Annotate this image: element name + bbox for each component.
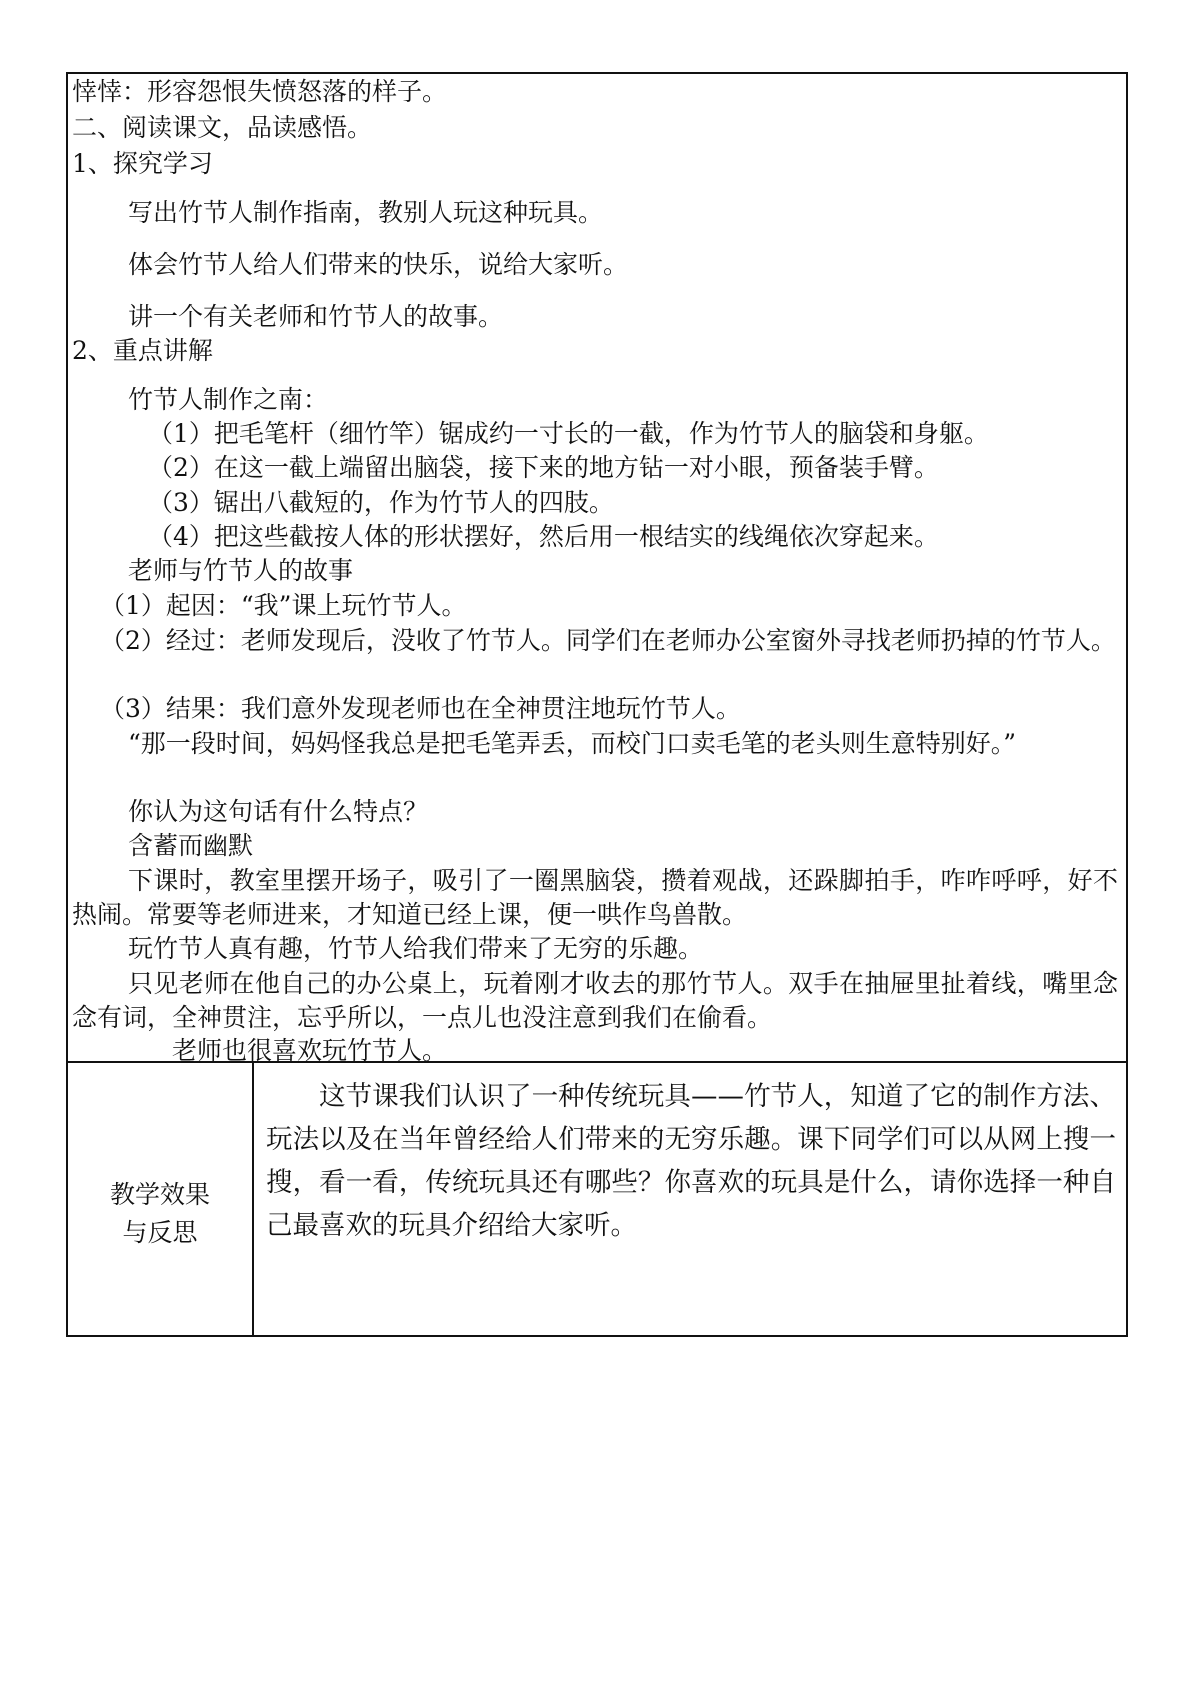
text-line: 含蓄而幽默 (128, 831, 254, 860)
reflection-row (66, 1061, 1128, 1337)
list-item: （1）起因：“我”课上玩竹节人。 (100, 591, 467, 620)
text-line: 写出竹节人制作指南，教别人玩这种玩具。 (128, 198, 604, 227)
quote-paragraph: “那一段时间，妈妈怪我总是把毛笔弄丢，而校门口卖毛笔的老头则生意特别好。” (128, 729, 1017, 758)
text-line: 老师也很喜欢玩竹节人。 (172, 1036, 448, 1065)
text-line: 你认为这句话有什么特点？ (128, 797, 429, 826)
reflection-text: 这节课我们认识了一种传统玩具——竹节人，知道了它的制作方法、玩法以及在当年曾经给人们带来的无穷乐趣。课下同学们可以从网上搜一搜，看一看，传统玩具还有哪些？你喜欢的玩具是什么，请你选择一种自己最喜欢的玩具介绍给大家听。 (266, 1081, 1116, 1241)
subsection-heading: 1、探究学习 (72, 149, 213, 178)
text-line: 讲一个有关老师和竹节人的故事。 (128, 302, 504, 331)
text-line: 玩竹节人真有趣，竹节人给我们带来了无穷的乐趣。 (128, 934, 704, 963)
text-line: 竹节人制作之南： (128, 385, 329, 414)
reflection-body (254, 1063, 1126, 1335)
section-heading: 二、阅读课文，品读感悟。 (72, 113, 373, 142)
text-paragraph: 只见老师在他自己的办公桌上，玩着刚才收去的那竹节人。双手在抽屉里扯着线，嘴里念念有词，全神贯注，忘乎所以，一点儿也没注意到我们在偷看。 (72, 969, 1118, 1032)
reflection-label-line1: 教学效果 (109, 1180, 210, 1209)
text-paragraph: 下课时，教室里摆开场子，吸引了一圈黑脑袋，攒着观战，还跺脚拍手，咋咋呼呼，好不热闹。常要等老师进来，才知道已经上课，便一哄作鸟兽散。 (72, 866, 1118, 929)
text-line: 悻悻：形容怨恨失愤怒落的样子。 (72, 77, 448, 106)
subsection-heading: 2、重点讲解 (72, 336, 213, 365)
list-item: （4）把这些截按人体的形状摆好，然后用一根结实的线绳依次穿起来。 (148, 522, 939, 551)
list-item: （1）把毛笔杆（细竹竿）锯成约一寸长的一截，作为竹节人的脑袋和身躯。 (148, 419, 989, 448)
list-item: （2）经过：老师发现后，没收了竹节人。同学们在老师办公室窗外寻找老师扔掉的竹节人。 (100, 626, 1116, 655)
list-item: （2）在这一截上端留出脑袋，接下来的地方钻一对小眼，预备装手臂。 (148, 453, 939, 482)
reflection-label (68, 1063, 254, 1335)
list-item: （3）结果：我们意外发现老师也在全神贯注地玩竹节人。 (100, 694, 741, 723)
reflection-label-line2: 与反思 (122, 1218, 198, 1247)
list-item: （3）锯出八截短的，作为竹节人的四肢。 (148, 488, 614, 517)
text-line: 老师与竹节人的故事 (128, 556, 354, 585)
text-line: 体会竹节人给人们带来的快乐，说给大家听。 (128, 250, 629, 279)
